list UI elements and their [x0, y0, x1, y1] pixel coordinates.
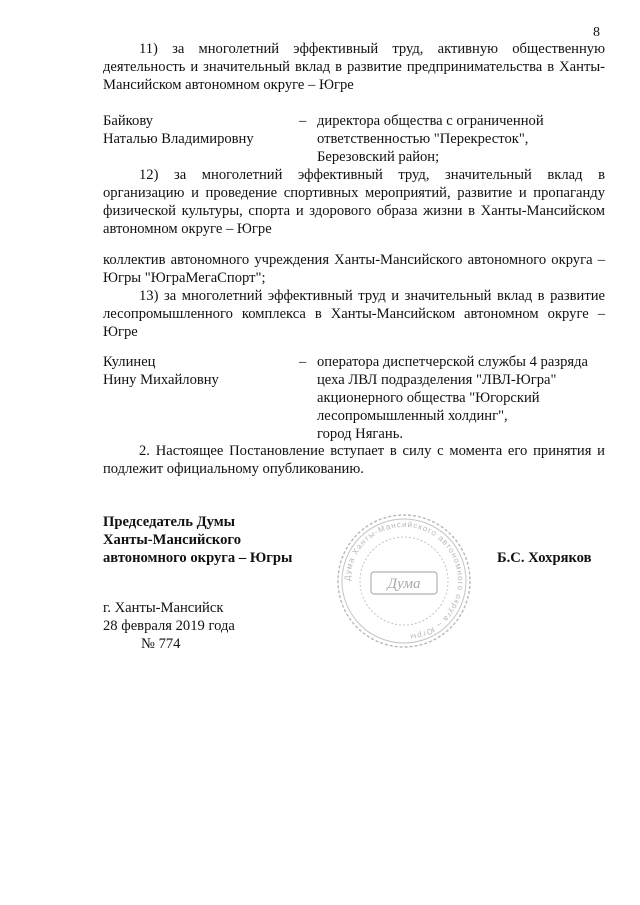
- item-11-paragraph: 11) за многолетний эффективный труд, активную общественную деятельность и значительный вклад в развитие предпринимательства в Ханты-Мансийском автономном округе – Югре: [103, 41, 605, 93]
- signatory-title: [103, 513, 292, 567]
- person-name: [103, 112, 293, 148]
- collective-paragraph: коллектив автономного учреждения Ханты-Мансийского автономного округа – Югры "ЮграМегаСпорт";: [103, 252, 605, 286]
- person-name: [103, 353, 293, 389]
- document-place-date: [103, 599, 235, 653]
- signatory-title-line: Ханты-Мансийского: [103, 532, 241, 548]
- position-line: акционерного общества "Югорский: [317, 390, 540, 406]
- item-13-paragraph: 13) за многолетний эффективный труд и значительный вклад в развитие лесопромышленного комплекса в Ханты-Мансийском автономном округе – Югре: [103, 288, 605, 340]
- person-given-names: Нину Михайловну: [103, 372, 219, 388]
- position-line: Березовский район;: [317, 149, 440, 165]
- position-line: лесопромышленный холдинг",: [317, 408, 508, 424]
- signatory-title-line: автономного округа – Югры: [103, 550, 293, 566]
- document-city: г. Ханты-Мансийск: [103, 600, 224, 616]
- document-number: № 774: [141, 636, 181, 652]
- position-line: город Нягань.: [317, 426, 403, 442]
- person-surname: Байкову: [103, 113, 154, 129]
- seal-stamp: [335, 512, 473, 650]
- signatory-title-line: Председатель Думы: [103, 514, 236, 530]
- position-line: цеха ЛВЛ подразделения "ЛВЛ-Югра": [317, 372, 557, 388]
- item-12-paragraph: 12) за многолетний эффективный труд, значительный вклад в организацию и проведение спортивных мероприятий, развитие и пропаганду физической культуры, спорта и здорового образа жизни в Ханты-Мансийском автономном округе – Югре: [103, 167, 605, 237]
- seal-center-text: Дума: [387, 576, 421, 592]
- document-date: 28 февраля 2019 года: [103, 618, 235, 634]
- signer-name: Б.С. Хохряков: [497, 550, 592, 566]
- page-number: 8: [593, 25, 600, 40]
- position-line: директора общества с ограниченной: [317, 113, 544, 129]
- person-given-names: Наталью Владимировну: [103, 131, 254, 147]
- position-line: ответственностью "Перекресток",: [317, 131, 529, 147]
- dash: –: [299, 113, 307, 129]
- person-position: [317, 353, 607, 443]
- position-line: оператора диспетчерской службы 4 разряда: [317, 354, 588, 370]
- item-2-paragraph: 2. Настоящее Постановление вступает в силу с момента его принятия и подлежит официальному опубликованию.: [103, 443, 605, 477]
- seal-ring-text: Дума Ханты-Мансийского автономного округа – Югры: [342, 519, 466, 642]
- person-surname: Кулинец: [103, 354, 156, 370]
- seal-graphic: [335, 512, 473, 650]
- dash: –: [299, 354, 307, 370]
- person-position: [317, 112, 607, 166]
